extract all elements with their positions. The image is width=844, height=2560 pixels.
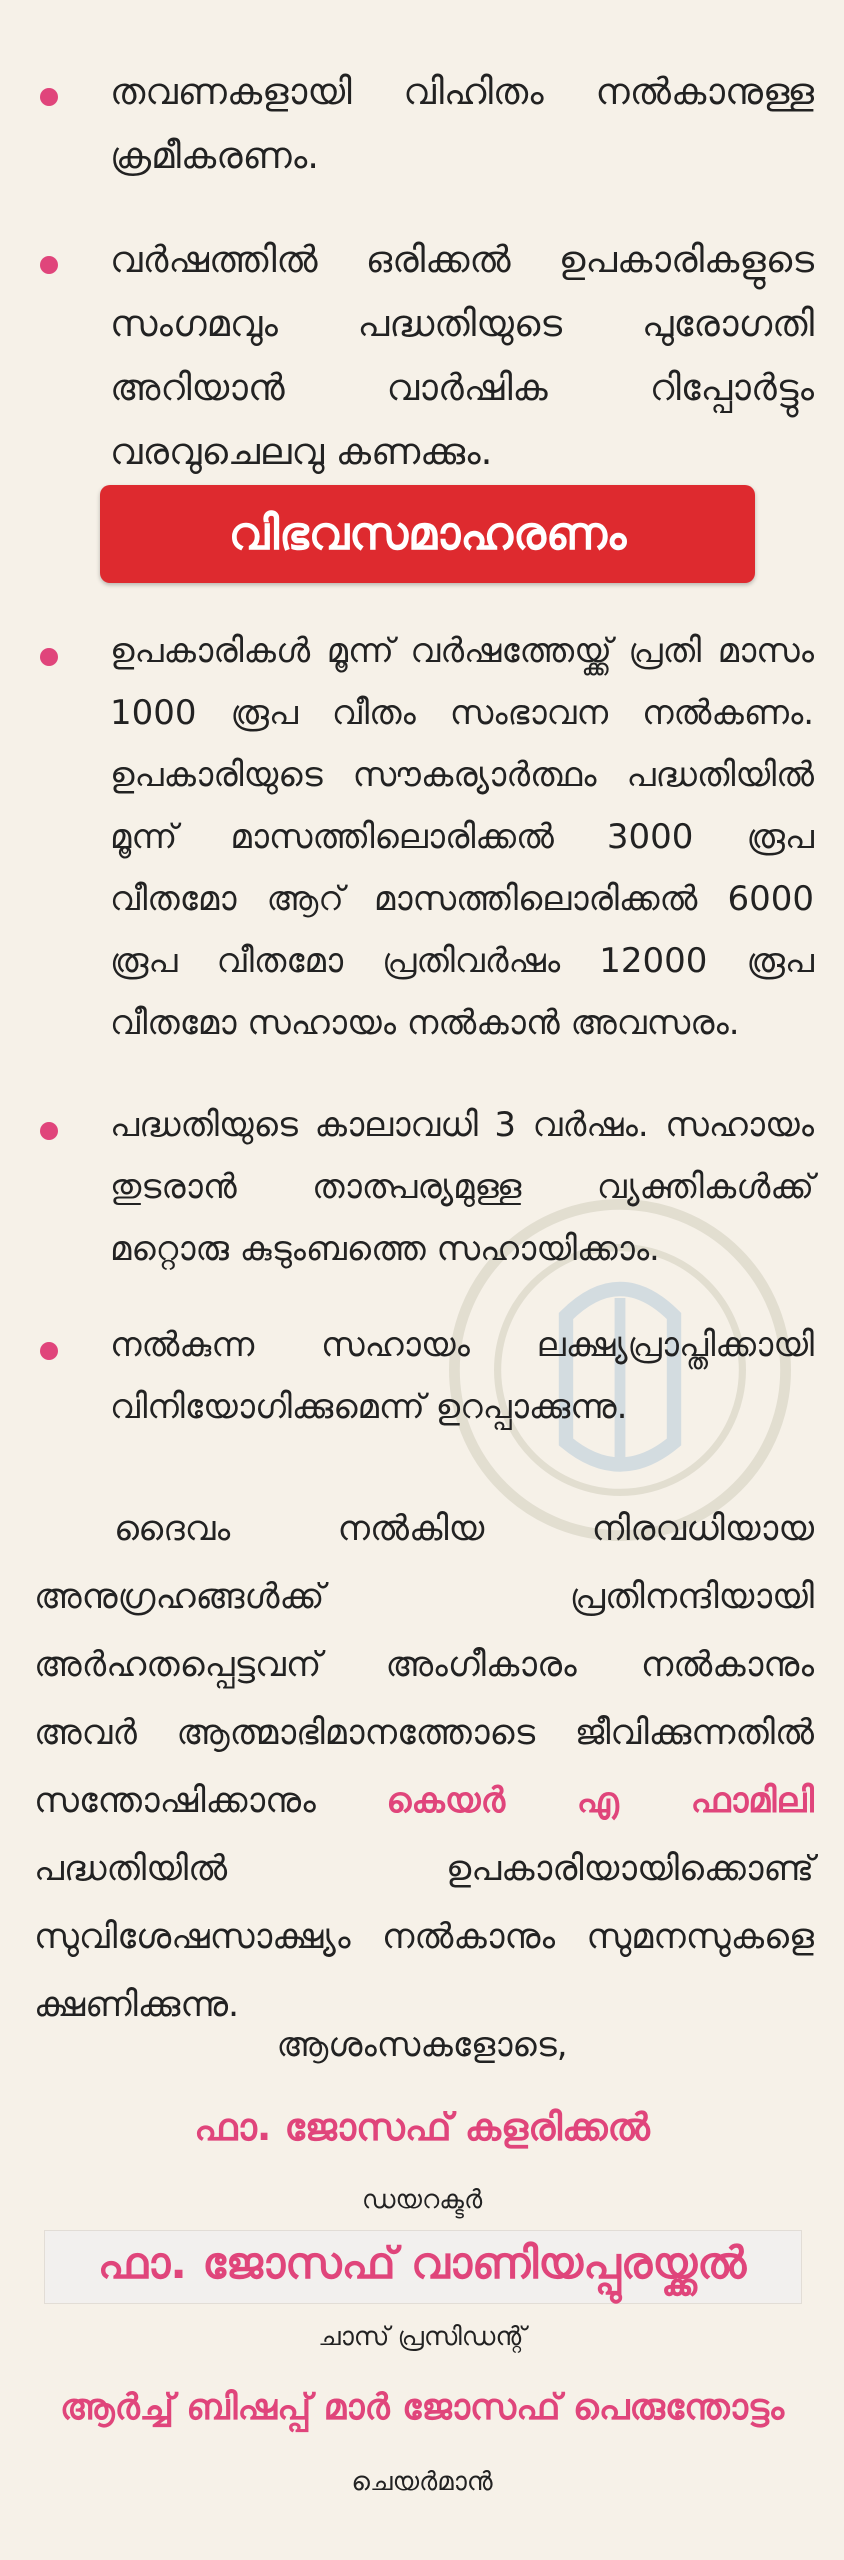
list-item [0,228,844,484]
bullet-text: വർഷത്തിൽ ഒരിക്കൽ ഉപകാരികളുടെ സംഗമവും പദ്ധതിയുടെ പുരോഗതി അറിയാൻ വാർഷിക റിപ്പോർട്ടും വരവുചെലവു കണക്കും. [110,238,814,473]
bullet-text: പദ്ധതിയുടെ കാലാവധി 3 വർഷം. സഹായം തുടരാൻ താത്പര്യമുള്ള വ്യക്തികൾക്ക് മറ്റൊരു കുടുംബത്തെ സഹായിക്കാം. [110,1105,814,1269]
project-name-highlight: കെയർ എ ഫാമിലി [386,1781,814,1821]
greeting: ആശംസകളോടെ, [276,2025,568,2065]
closing-text-part1: ദൈവം നൽകിയ നിരവധിയായ അനുഗ്രഹങ്ങൾക്ക് പ്രതിനന്ദിയായി അർഹതപ്പെട്ടവന് അംഗീകാരം നൽകാനും അവർ ആത്മാഭിമാനത്തോടെ ജീവിക്കുന്നതിൽ സന്തോഷിക്കാനും [34,1509,814,1821]
bullet-text: തവണകളായി വിഹിതം നൽകാനുള്ള ക്രമീകരണം. [110,70,814,177]
bullet-text: ഉപകാരികൾ മൂന്ന് വർഷത്തേയ്ക്ക് പ്രതി മാസം 1000 രൂപ വീതം സംഭാവന നൽകണം. ഉപകാരിയുടെ സൗകര്യാർത്ഥം പദ്ധതിയിൽ മൂന്ന് മാസത്തിലൊരിക്കൽ 3000 രൂപ വീതമോ ആറ് മാസത്തിലൊരിക്കൽ 6000 രൂപ വീതമോ പ്രതിവർഷം 12000 രൂപ വീതമോ സഹായം നൽകാൻ അവസരം. [110,631,814,1043]
signatory-role: ഡയറക്ടർ [361,2185,483,2215]
bullet-dot-icon [40,256,58,274]
list-item [0,60,844,188]
closing-paragraph [34,1495,814,2039]
signatory-name: ഫാ. ജോസഫ് കളരിക്കൽ [194,2105,650,2149]
banner-title: വിഭവസമാഹരണം [228,506,627,560]
bullet-dot-icon [40,1342,58,1360]
top-bullet-list [0,60,844,510]
section-banner [100,485,755,583]
list-item [0,1094,844,1280]
bullet-text: നൽകുന്ന സഹായം ലക്ഷ്യപ്രാപ്തിക്കായി വിനിയോഗിക്കുമെന്ന് ഉറപ്പാക്കുന്നു. [110,1325,814,1427]
signatory-name: ആർച്ച് ബിഷപ്പ് മാർ ജോസഫ് പെരുന്തോട്ടം [59,2387,785,2428]
bottom-bullet-list [0,620,844,1438]
closing-text-part2: പദ്ധതിയിൽ ഉപകാരിയായിക്കൊണ്ട് സുവിശേഷസാക്ഷ്യം നൽകാനും സുമനസുകളെ ക്ഷണിക്കുന്നു. [34,1849,814,2025]
signatory-name: ഫാ. ജോസഫ് വാണിയപ്പുരയ്ക്കൽ [97,2238,747,2289]
list-item [0,620,844,1054]
bullet-dot-icon [40,1122,58,1140]
list-item [0,1314,844,1438]
signatory-role: ചാസ് പ്രസിഡന്റ് [318,2322,526,2352]
bullet-dot-icon [40,88,58,106]
bullet-dot-icon [40,648,58,666]
signatory-role: ചെയർമാൻ [351,2467,493,2497]
